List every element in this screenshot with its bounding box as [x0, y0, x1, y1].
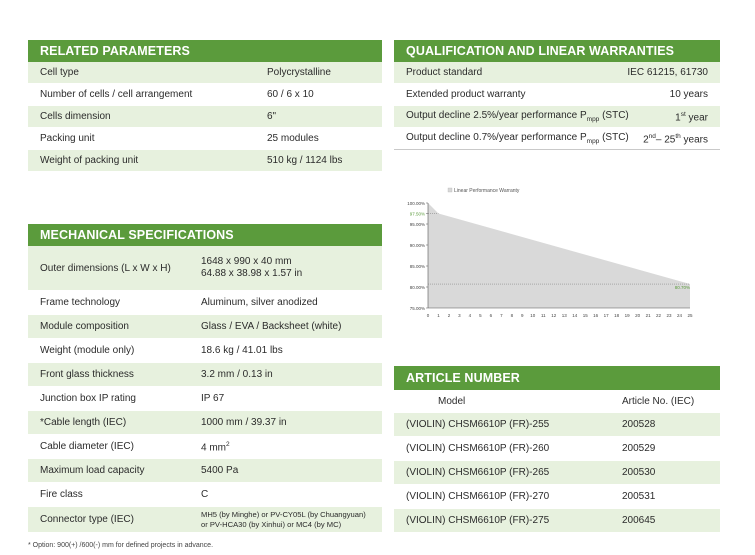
row-value: MH5 (by Minghe) or PV-CY05L (by Chuangyuan) or PV-HCA30 (by Xinhui) or MC4 (by MC)	[201, 509, 366, 529]
table-row	[28, 315, 382, 339]
table-row	[28, 106, 382, 128]
table-row	[28, 339, 382, 363]
legend-swatch	[448, 188, 452, 192]
x-tick-label: 3	[458, 313, 461, 318]
row-label: Module composition	[40, 321, 129, 332]
y-tick-label: 85.00%	[409, 263, 425, 269]
row-value: 4 $mm^2$	[201, 440, 230, 454]
table-row	[28, 246, 382, 291]
y-tick-label: 95.00%	[409, 221, 425, 227]
linear-warranty-chart	[400, 183, 700, 328]
warranties-table	[394, 62, 720, 150]
row-value: Glass / EVA / Backsheet (white)	[201, 320, 342, 332]
row-value: 510 kg / 1124 lbs	[267, 154, 343, 166]
model-cell: (VIOLIN) CHSM6610P (FR)-260	[406, 443, 550, 454]
y-tick-label: 97.50%	[409, 211, 425, 217]
warranty-area	[428, 203, 690, 308]
row-value: 1000 mm / 39.37 in	[201, 416, 287, 428]
model-cell: (VIOLIN) CHSM6610P (FR)-255	[406, 419, 550, 430]
x-tick-label: 21	[645, 313, 651, 318]
x-tick-label: 18	[614, 313, 620, 318]
row-value: 1648 x 990 x 40 mm 64.88 x 38.98 x 1.57 in	[201, 256, 303, 279]
x-tick-label: 7	[500, 313, 503, 318]
x-tick-label: 1	[437, 313, 440, 318]
x-tick-label: 20	[635, 313, 641, 318]
row-value: IEC 61215, 61730	[627, 66, 708, 78]
article-number-table	[394, 390, 720, 533]
row-label: Output decline 0.7%/year performance $P_{mpp}$ (STC)	[406, 132, 629, 145]
table-row	[394, 62, 720, 84]
x-tick-label: 4	[468, 313, 472, 318]
row-value: Polycrystalline	[267, 66, 331, 78]
table-row	[28, 291, 382, 315]
table-row	[394, 128, 720, 150]
row-label: Product standard	[406, 67, 483, 78]
x-tick-label: 2	[447, 313, 451, 318]
x-tick-label: 16	[593, 313, 599, 318]
x-tick-label: 15	[582, 313, 588, 318]
x-tick-label: 9	[521, 313, 524, 318]
table-header-row	[394, 390, 720, 413]
row-value: 18.6 kg / 41.01 lbs	[201, 344, 283, 356]
x-tick-label: 11	[540, 313, 546, 318]
article-no-cell: 200529	[622, 443, 656, 454]
related-parameters-table	[28, 62, 382, 172]
row-label: Front glass thickness	[40, 369, 134, 380]
x-tick-label: 8	[510, 313, 514, 318]
related-parameters-header: RELATED PARAMETERS	[28, 40, 382, 62]
row-label: Frame technology	[40, 297, 121, 308]
row-label: Extended product warranty	[406, 89, 526, 100]
table-row	[28, 507, 382, 533]
article-number-header: ARTICLE NUMBER	[394, 366, 720, 390]
x-tick-label: 14	[572, 313, 578, 318]
article-no-cell: 200528	[622, 419, 656, 430]
table-row	[394, 84, 720, 106]
model-cell: (VIOLIN) CHSM6610P (FR)-270	[406, 491, 550, 502]
row-label: *Cable length (IEC)	[40, 417, 127, 428]
row-label: Cell type	[40, 67, 79, 78]
table-row	[28, 363, 382, 387]
model-cell: (VIOLIN) CHSM6610P (FR)-275	[406, 515, 550, 526]
table-row	[394, 509, 720, 533]
row-value: 60 / 6 x 10	[267, 88, 314, 100]
row-value: 6"	[267, 110, 277, 122]
x-tick-label: 19	[624, 313, 630, 318]
table-row	[394, 437, 720, 461]
row-value: 2nd– 25th years	[643, 132, 708, 146]
article-no-cell: 200530	[622, 467, 656, 478]
row-value: Aluminum, silver anodized	[201, 296, 318, 308]
row-label: Fire class	[40, 489, 83, 500]
table-row	[28, 387, 382, 411]
table-row	[28, 483, 382, 507]
y-tick-label: 90.00%	[409, 242, 425, 248]
column-header-article-no: Article No. (IEC)	[622, 395, 695, 407]
end-value-label: 80.70%	[674, 285, 690, 291]
x-tick-label: 25	[687, 313, 693, 318]
legend-label: Linear Performance Warranty	[454, 187, 520, 194]
table-row	[28, 459, 382, 483]
x-tick-label: 22	[656, 313, 662, 318]
x-tick-label: 23	[666, 313, 672, 318]
x-tick-label: 5	[479, 313, 482, 318]
row-label: Packing unit	[40, 133, 95, 144]
table-row	[394, 413, 720, 437]
x-tick-label: 6	[489, 313, 493, 318]
row-label: Junction box IP rating	[40, 393, 136, 404]
table-row	[28, 150, 382, 172]
table-row	[28, 84, 382, 106]
table-row	[394, 461, 720, 485]
cable-footnote: * Option: 900(+) /600(-) mm for defined projects in advance.	[28, 542, 214, 549]
warranties-header: QUALIFICATION AND LINEAR WARRANTIES	[394, 40, 720, 62]
row-value: C	[201, 488, 209, 500]
article-no-cell: 200645	[622, 515, 656, 526]
row-value: 3.2 mm / 0.13 in	[201, 368, 273, 380]
row-value: IP 67	[201, 392, 225, 404]
mechanical-specs-header: MECHANICAL SPECIFICATIONS	[28, 224, 382, 246]
x-tick-label: 17	[603, 313, 609, 318]
table-row	[28, 435, 382, 459]
row-value: 25 modules	[267, 132, 319, 144]
y-tick-label: 75.00%	[409, 305, 425, 311]
row-label: Connector type (IEC)	[40, 514, 134, 525]
row-label: Outer dimensions (L x W x H)	[40, 262, 171, 274]
x-tick-label: 13	[561, 313, 567, 318]
y-tick-label: 80.00%	[409, 284, 425, 290]
row-label: Weight (module only)	[40, 345, 135, 356]
row-value: 1st year	[675, 110, 708, 124]
row-label: Output decline 2.5%/year performance $P_{mpp}$ (STC)	[406, 110, 629, 123]
row-label: Cells dimension	[40, 111, 111, 122]
row-value: 5400 Pa	[201, 464, 239, 476]
x-tick-label: 12	[551, 313, 557, 318]
y-tick-label: 100.00%	[407, 200, 425, 206]
table-row	[28, 411, 382, 435]
table-row	[28, 62, 382, 84]
x-tick-label: 24	[677, 313, 683, 318]
model-cell: (VIOLIN) CHSM6610P (FR)-265	[406, 467, 550, 478]
x-tick-label: 10	[530, 313, 536, 318]
row-label: Cable diameter (IEC)	[40, 441, 134, 452]
column-header-model: Model	[438, 395, 466, 407]
article-no-cell: 200531	[622, 491, 656, 502]
row-label: Weight of packing unit	[40, 155, 139, 166]
row-label: Number of cells / cell arrangement	[40, 89, 193, 100]
x-tick-label: 0	[426, 313, 430, 318]
table-row	[394, 106, 720, 128]
row-value: 10 years	[669, 88, 708, 100]
mechanical-specs-table	[28, 246, 382, 533]
table-row	[394, 485, 720, 509]
table-row	[28, 128, 382, 150]
row-label: Maximum load capacity	[40, 465, 145, 476]
